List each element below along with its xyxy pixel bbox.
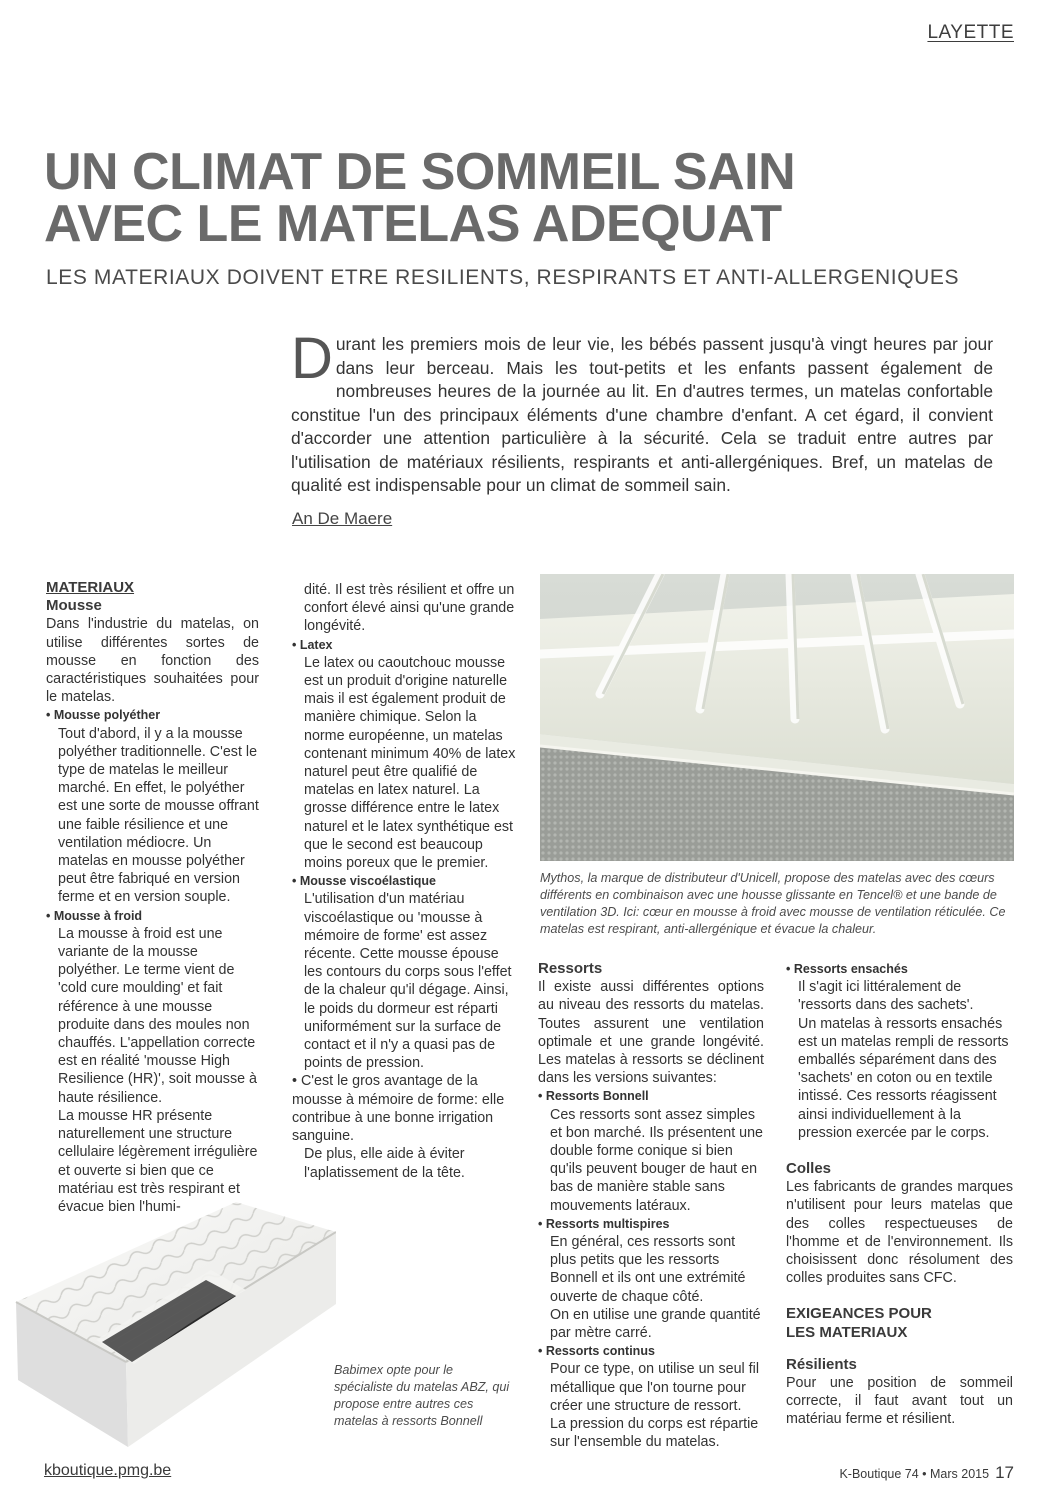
drop-cap: D [291, 326, 333, 391]
bullet-ressorts-continus: • Ressorts continus [538, 1344, 655, 1359]
subheading-colles: Colles [786, 1160, 832, 1178]
spring-mattress-illustration [6, 1192, 336, 1452]
photo-caption-top: Mythos, la marque de distributeur d'Unicell, propose des matelas avec des cœurs différents en combinaison avec une housse glissante en Tencel® et une bande de ventilation 3D. Ici: cœur en mousse à froid avec mousse de ventilation réticulée. Ce matelas est respirant, anti-allergénique et évacue la chaleur. [540, 871, 1006, 936]
subheading-mousse: Mousse [46, 597, 102, 615]
section-tag: LAYETTE [927, 22, 1014, 43]
paragraph: En général, ces ressorts sont plus petits que les ressorts Bonnell et ils ont une extrémité ouverte de chaque côté. [550, 1234, 746, 1305]
heading-materiaux: MATERIAUX [46, 579, 135, 596]
page-number: 17 [995, 1463, 1014, 1482]
paragraph: De plus, elle aide à éviter l'aplatissement de la tête. [304, 1146, 465, 1181]
column-1 [46, 579, 259, 1216]
paragraph: La mousse à froid est une variante de la mousse polyéther. Le terme vient de 'cold cure moulding' et fait référence à une mousse produite dans des moules non chauffés. L'appellation correcte est en réalité 'mousse High Resilience (HR)', soit mousse à haute résilience. [58, 925, 257, 1106]
bullet-ressorts-multispires: • Ressorts multispires [538, 1216, 670, 1231]
column-2 [292, 581, 518, 1182]
article-title [44, 143, 1024, 253]
bullet-mousse-viscoelastique: • Mousse viscoélastique [292, 874, 437, 889]
paragraph: Il existe aussi différentes options au niveau des ressorts du matelas. Toutes assurent une ventilation optimale et une grande longévité. Les matelas à ressorts se déclinent dans les versions suivantes: [538, 979, 764, 1087]
paragraph: La pression du corps est répartie sur l'ensemble du matelas. [550, 1416, 759, 1451]
paragraph: Il s'agit ici littéralement de 'ressorts dans des sachets'. [798, 979, 974, 1014]
heading-exigeances-line-1: EXIGEANCES POUR [786, 1305, 932, 1323]
foam-mattress-illustration [540, 574, 1014, 861]
subheading-resilients: Résilients [786, 1355, 857, 1373]
article-subtitle: LES MATERIAUX DOIVENT ETRE RESILIENTS, RESPIRANTS ET ANTI-ALLERGENIQUES [46, 266, 960, 289]
intro-paragraph [291, 326, 993, 498]
intro-text: urant les premiers mois de leur vie, les bébés passent jusqu'à vingt heures par jour dans leur berceau. Mais les tout-petits et les enfants passent également de nombreuses heures de la journée au lit. En d'autres termes, un matelas confortable constitue l'un des principaux éléments d'une chambre d'enfant. A cet égard, il convient d'accorder une attention particulière à la sécurité. Cela se traduit entre autres par l'utilisation de matériaux résilients, respirants et anti-allergéniques. Bref, un matelas de qualité est indispensable pour un climat de sommeil sain. [291, 334, 993, 495]
paragraph: Tout d'abord, il y a la mousse polyéther traditionnelle. C'est le type de matelas le meilleur marché. En effet, le polyéther est une sorte de mousse offrant une faible résilience et une ventilation médiocre. Un matelas en mousse polyéther peut être fabriqué en version ferme et en version souple. [58, 725, 259, 906]
column-4 [786, 960, 1013, 1429]
author-byline[interactable]: An De Maere [292, 509, 393, 528]
heading-exigeances-line-2: LES MATERIAUX [786, 1323, 908, 1341]
paragraph: Les fabricants de grandes marques n'utilisent pour leurs matelas que des colles respectueuses de l'homme et de l'environnement. Ils choisissent donc résolument des colles produites sans CFC. [786, 1179, 1013, 1287]
paragraph: Un matelas à ressorts ensachés est un matelas rempli de ressorts emballés séparément dans des 'sachets' en coton ou en textile intissé. Ces ressorts réagissent ainsi individuellement à la pression exercée par le corps. [798, 1015, 1009, 1141]
paragraph: L'utilisation d'un matériau viscoélastique ou 'mousse à mémoire de forme' est assez récente. Cette mousse épouse les contours du corps sous l'effet de la chaleur qu'il dégage. Ainsi, le poids du dormeur est réparti uniformément sur la surface de contact et il n'y a quasi pas de points de pression. [304, 891, 512, 1072]
column-3 [538, 960, 764, 1451]
paragraph: Ces ressorts sont assez simples et bon marché. Ils présentent une double forme conique si bien qu'ils peuvent bouger de haut en bas de manière stable sans mouvements latéraux. [550, 1106, 763, 1214]
bullet-mousse-a-froid: • Mousse à froid [46, 908, 143, 923]
paragraph: Dans l'industrie du matelas, on utilise différentes sortes de mousse en fonction des caractéristiques souhaitées pour le matelas. [46, 616, 259, 706]
title-line-1: UN CLIMAT DE SOMMEIL SAIN [44, 143, 796, 201]
photo-foam-mattress [540, 574, 1014, 861]
bullet-latex: • Latex [292, 637, 333, 652]
footer-issue [839, 1463, 1014, 1483]
bullet-mousse-polyether: • Mousse polyéther [46, 708, 161, 723]
paragraph: • C'est le gros avantage de la mousse à mémoire de forme: elle contribue à une bonne irrigation sanguine. [292, 1073, 505, 1145]
photo-spring-mattress [6, 1192, 336, 1452]
bullet-ressorts-ensaches: • Ressorts ensachés [786, 962, 908, 976]
footer-website-link[interactable]: kboutique.pmg.be [44, 1462, 172, 1479]
issue-label: K-Boutique 74 • Mars 2015 [839, 1467, 990, 1481]
paragraph: Pour ce type, on utilise un seul fil métallique que l'on tourne pour créer une structure de ressort. [550, 1361, 760, 1414]
paragraph: Le latex ou caoutchouc mousse est un produit d'origine naturelle mais il est également produit de manière chimique. Selon la norme européenne, un matelas contenant minimum 40% de latex naturel peut être qualifié de matelas en latex naturel. La grosse différence entre le latex naturel et le latex synthétique est que le second est beaucoup moins poreux que le premier. [304, 654, 516, 872]
bullet-ressorts-bonnell: • Ressorts Bonnell [538, 1089, 649, 1104]
photo-caption-bottom: Babimex opte pour le spécialiste du matelas ABZ, qui propose entre autres ces matelas à ressorts Bonnell [334, 1363, 510, 1428]
paragraph: La mousse HR présente naturellement une structure cellulaire légèrement irrégulière et ouverte si bien que ce matériau est très respirant et évacue bien l'humi- [58, 1107, 258, 1215]
title-line-2: AVEC LE MATELAS ADEQUAT [44, 195, 782, 253]
subheading-ressorts: Ressorts [538, 960, 603, 977]
paragraph: On en utilise une grande quantité par mètre carré. [550, 1306, 761, 1342]
paragraph: dité. Il est très résilient et offre un confort élevé ainsi qu'une grande longévité. [304, 582, 515, 635]
paragraph: Pour une position de sommeil correcte, il faut avant tout un matériau ferme et résilient. [786, 1375, 1013, 1428]
